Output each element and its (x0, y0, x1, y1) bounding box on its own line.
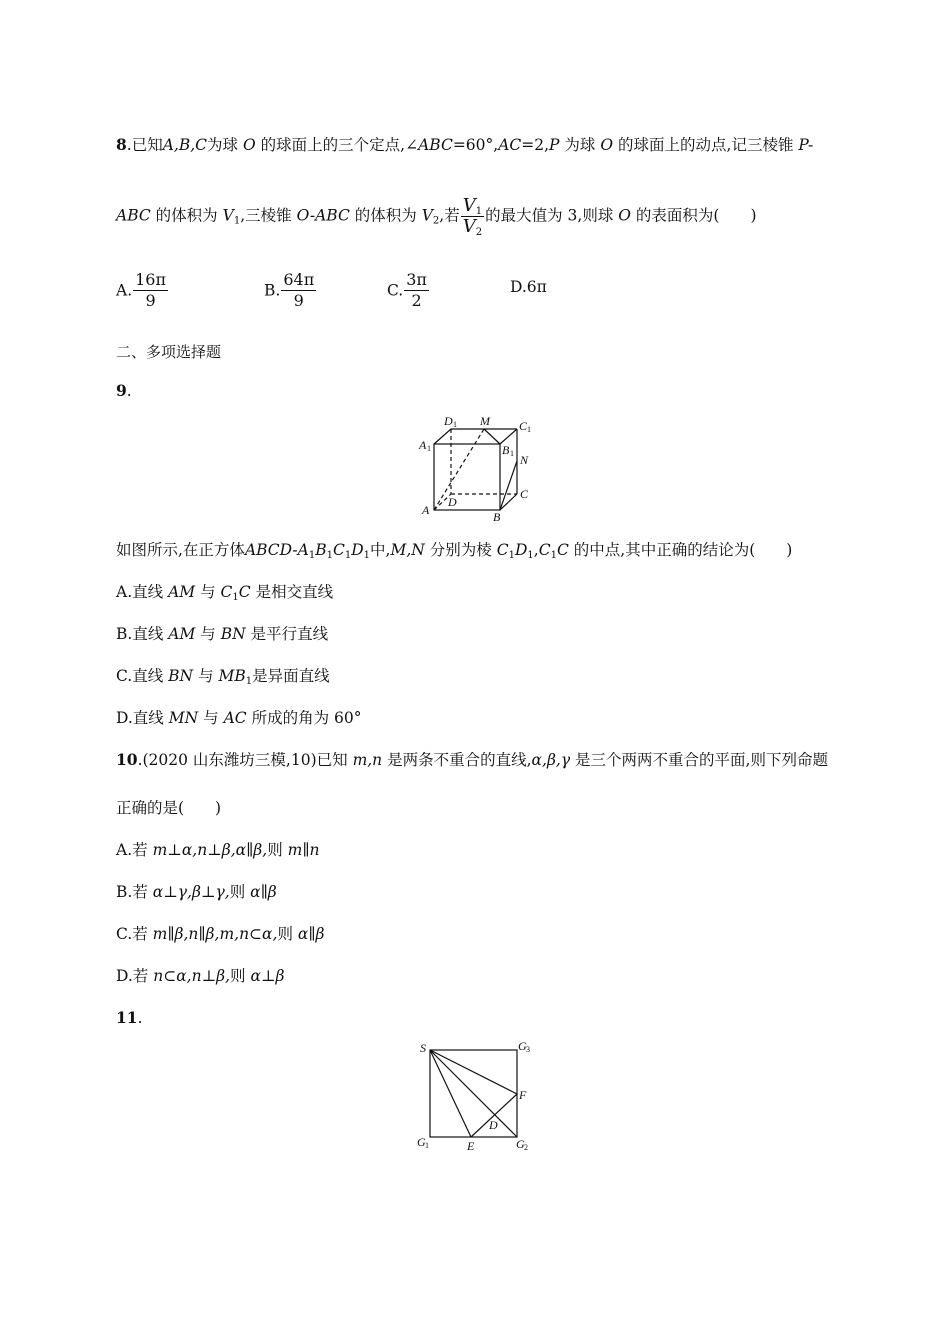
q8-line1: 8.已知A,B,C为球 O 的球面上的三个定点,∠ABC=60°,AC=2,P 为球 O 的球面上的动点,记三棱锥 P- (116, 135, 814, 154)
svg-text:G: G (516, 1137, 525, 1151)
q11-number: 11 (116, 1008, 138, 1027)
q9-option-d: D.直线 MN 与 AC 所成的角为 60° (116, 709, 362, 727)
q10-option-c: C.若 m∥β,n∥β,m,n⊂α,则 α∥β (116, 925, 325, 943)
svg-text:E: E (467, 1139, 475, 1153)
q10-number: 10 (116, 750, 138, 769)
svg-text:B: B (502, 443, 510, 457)
svg-text:3: 3 (526, 1045, 530, 1054)
svg-text:A: A (419, 438, 427, 452)
q9-option-b: B.直线 AM 与 BN 是平行直线 (116, 625, 329, 643)
q10-option-d: D.若 n⊂α,n⊥β,则 α⊥β (116, 967, 285, 985)
svg-text:G: G (417, 1135, 426, 1149)
q8-option-c: C. $\frac{3\pi}{2}$ (387, 270, 427, 310)
q9-option-a: A.直线 AM 与 $C_1C$ 是相交直线 (116, 583, 334, 603)
svg-text:1: 1 (453, 420, 457, 429)
svg-text:2: 2 (524, 1143, 528, 1152)
q9-stem: 如图所示,在正方体ABCD-$A_1B_1C_1D_1$中,M,N 分别为棱 $C_1D_1,C_1C$ 的中点,其中正确的结论为( ) (116, 541, 793, 561)
svg-text:1: 1 (425, 1141, 429, 1150)
svg-text:F: F (519, 1088, 527, 1102)
svg-text:1: 1 (527, 425, 531, 434)
svg-text:A: A (422, 503, 430, 517)
svg-text:M: M (480, 414, 490, 428)
q9-cube-figure (416, 414, 536, 524)
q8-ratio-fraction: $\frac{V_1}{V_2}$ (462, 195, 483, 238)
svg-text:B: B (493, 510, 501, 524)
q11-square-figure (412, 1038, 542, 1156)
q10-option-a: A.若 m⊥α,n⊥β,α∥β,则 m∥n (116, 841, 320, 859)
cube-front-face (434, 444, 500, 510)
svg-text:C: C (519, 419, 528, 433)
q8-line2: ABC 的体积为 $V_1$,三棱锥 O-ABC 的体积为 $V_2$,若 $\frac{V_1}{V_2}$ 的最大值为 3,则球 O 的表面积为( ) (116, 195, 757, 238)
svg-text:D: D (444, 414, 453, 428)
svg-text:1: 1 (510, 449, 514, 458)
svg-text:D: D (448, 495, 457, 509)
q9-number: 9 (116, 381, 127, 400)
svg-text:C: C (520, 487, 529, 501)
q9-number-line: 9. (116, 381, 132, 400)
q11-number-line: 11. (116, 1008, 143, 1027)
q10-stem-line2: 正确的是( ) (116, 799, 222, 817)
q10-option-b: B.若 α⊥γ,β⊥γ,则 α∥β (116, 883, 277, 901)
q8-option-a: A. $\frac{16\pi}{9}$ (116, 270, 166, 310)
svg-text:D: D (489, 1118, 498, 1132)
svg-text:1: 1 (427, 444, 431, 453)
q10-stem-line1: 10.(2020 山东潍坊三模,10)已知 m,n 是两条不重合的直线,α,β,γ 是三个两两不重合的平面,则下列命题 (116, 750, 828, 769)
q8-option-d: D.6π (510, 278, 547, 296)
svg-text:G: G (518, 1039, 527, 1053)
q9-option-c: C.直线 BN 与 $MB_1$是异面直线 (116, 667, 330, 687)
svg-text:N: N (520, 453, 529, 467)
section-heading: 二、多项选择题 (116, 343, 222, 361)
q8-option-b: B. $\frac{64\pi}{9}$ (264, 270, 315, 310)
svg-text:S: S (420, 1041, 426, 1055)
q8-number: 8 (116, 135, 127, 154)
